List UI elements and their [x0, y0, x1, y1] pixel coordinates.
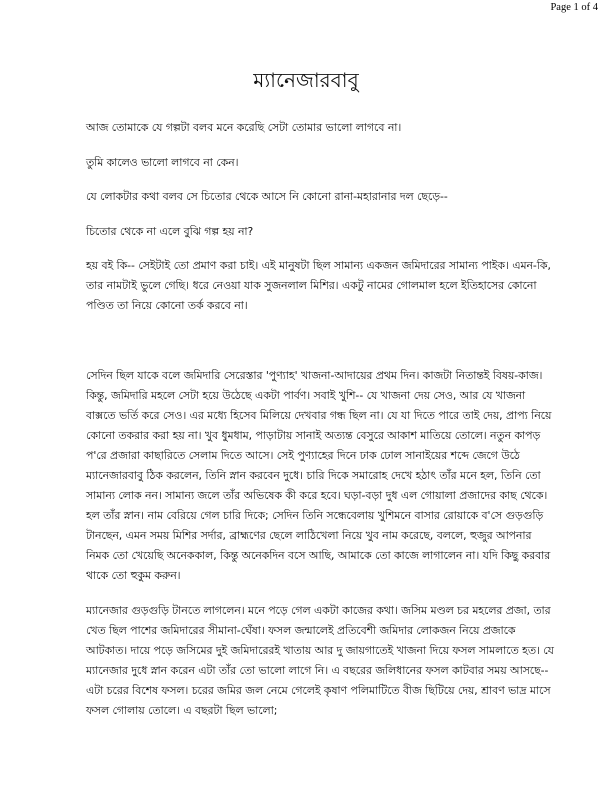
paragraph: আজ তোমাকে যে গল্পটা বলব মনে করেছি সেটা তোমার ভালো লাগবে না।	[86, 121, 402, 134]
story-body	[86, 118, 556, 735]
paragraph: সেদিন ছিল যাকে বলে জমিদারি সেরেস্তার 'পুণ্যাহ' খাজনা-আদায়ের প্রথম দিন। কাজটা নিতান্তই বিষয়-কাজ। কিন্তু, জমিদারি মহলে সেটা হয়ে উঠেছে একটা পার্বণ। সবাই খুশি-- যে খাজনা দেয় সেও, আর যে খাজনা বাক্সতে ভর্তি করে সেও। এর মধ্যে হিসেব মিলিয়ে দেখবার গন্ধ ছিল না। যে যা দিতে পারে তাই দেয়, প্রাপ্য নিয়ে কোনো তকরার করা হয় না। খুব ধুমধাম, পাড়াটায় সানাই অত্যন্ত বেসুরে আকাশ মাতিয়ে তোলে। নতুন কাপড় প'রে প্রজারা কাছারিতে সেলাম দিতে আসে। সেই পুণ্যাহের দিনে ঢাক ঢোল সানাইয়ের শব্দে জেগে উঠে ম্যানেজারবাবু ঠিক করলেন, তিনি স্নান করবেন দুধে। চারি দিকে সমারোহ দেখে হঠাৎ তাঁর মনে হল, তিনি তো সামান্য লোক নন। সামান্য জলে তাঁর অভিষেক কী করে হবে। ঘড়া-বড়া দুধ এল গোয়ালা প্রজাদের কাছ থেকে। হল তাঁর স্নান। নাম বেরিয়ে গেল চারি দিকে; সেদিন তিনি সন্ধেবেলায় খুশিমনে বাসার রোয়াকে ব'সে গুড়গুড়ি টানছেন, এমন সময় মিশির সর্দার, ব্রাহ্মণের ছেলে লাঠিখেলা নিয়ে খুব নাম করেছে, বললে, হুজুর আপনার নিমক তো খেয়েছি অনেককাল, কিন্তু অনেকদিন বসে আছি, আমাকে তো কাজে লাগালেন না। যদি কিছু করবার থাকে তো হুকুম করুন।	[86, 369, 552, 582]
story-title: ম্যানেজারবাবু	[253, 68, 359, 92]
paragraph: যে লোকটার কথা বলব সে চিতোর থেকে আসে নি কোনো রানা-মহারানার দল ছেড়ে--	[86, 190, 448, 203]
section-gap	[86, 316, 556, 366]
page-number: Page 1 of 4	[550, 2, 598, 13]
paragraph: হয় বই কি-- সেইটাই তো প্রমাণ করা চাই। এই মানুষটা ছিল সামান্য একজন জমিদারের সামান্য পাইক। এমন-কি, তার নামটাই ভুলে গেছি। ধরে নেওয়া যাক সুজনলাল মিশির। একটু নামের গোলমাল হলে ইতিহাসের কোনো পণ্ডিত তা নিয়ে কোনো তর্ক করবে না।	[86, 259, 551, 312]
paragraph: চিতোর থেকে না এলে বুঝি গল্প হয় না?	[86, 224, 254, 238]
paragraph: তুমি কালেও ভালো লাগবে না কেন।	[86, 155, 239, 169]
paragraph: ম্যানেজার গুড়গুড়ি টানতে লাগলেন। মনে পড়ে গেল একটা কাজের কথা। জসিম মণ্ডল চর মহলের প্রজা, তার খেত ছিল পাশের জমিদারের সীমানা-ঘেঁষা। ফসল জন্মালেই প্রতিবেশী জমিদার লোকজন নিয়ে প্রজাকে আটকাত। দায়ে পড়ে জসিমের দুই জমিদারেরই খাতায় আর দু জায়গাতেই খাজনা দিয়ে ফসল সামলাতে হত। যে ম্যানেজার দুধে স্নান করেন এটা তাঁর তো ভালো লাগে নি। এ বছরের জলিধানের ফসল কাটবার সময় আসছে-- এটা চরের বিশেষ ফসল। চরের জমির জল নেমে গেলেই কৃষাণ পলিমাটিতে বীজ ছিটিয়ে দেয়, শ্রাবণ ভাদ্র মাসে ফসল গোলায় তোলে। এ বছরটা ছিল ভালো;	[86, 603, 554, 717]
